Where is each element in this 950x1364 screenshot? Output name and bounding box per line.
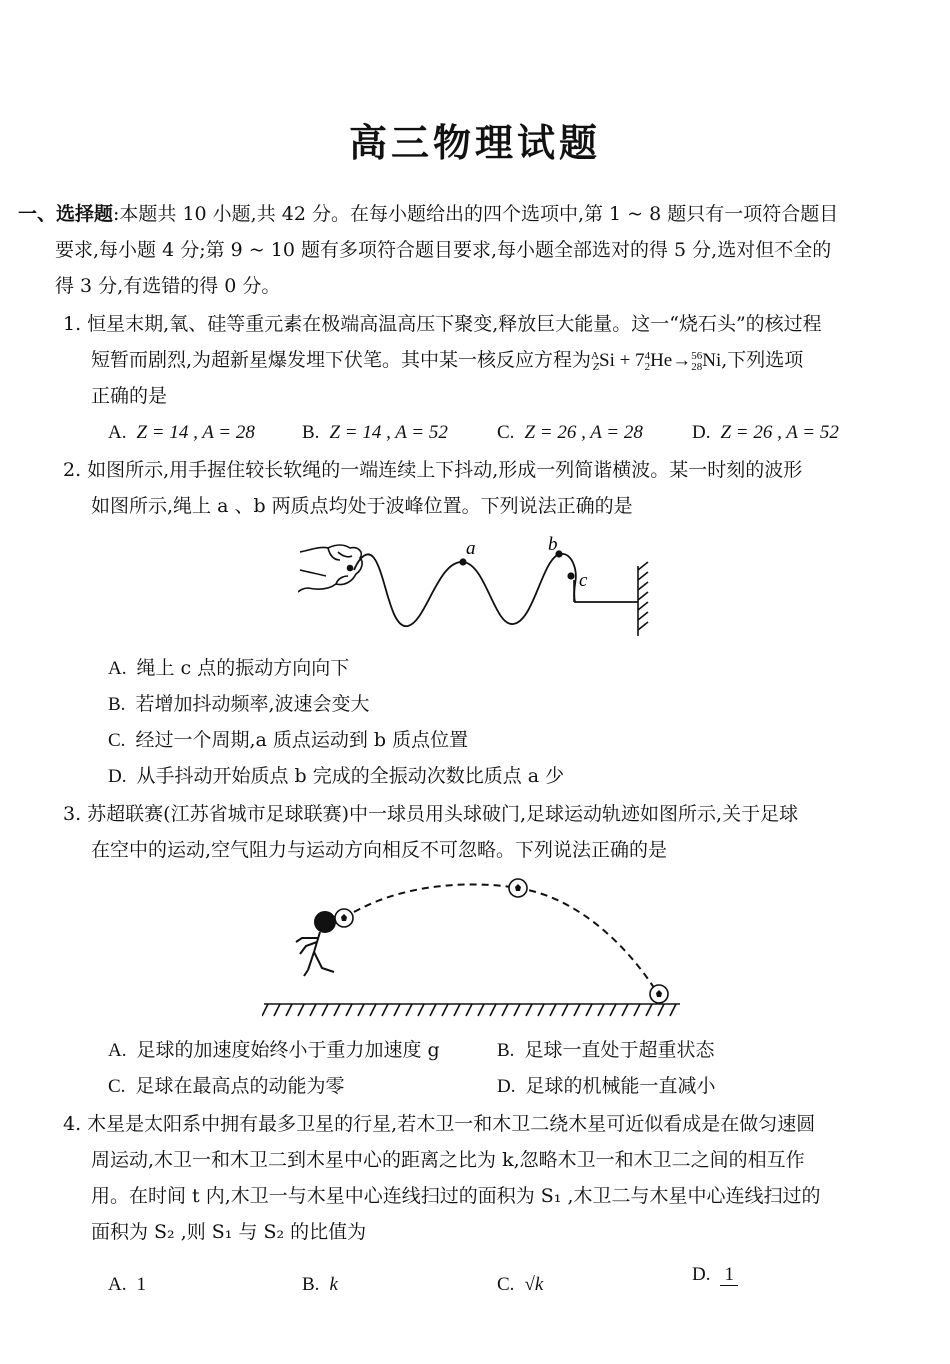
q2-line-1: 2. 如图所示,用手握住较长软绳的一端连续上下抖动,形成一列简谐横波。某一时刻的波形 [63, 459, 803, 481]
q2-option-b[interactable]: B. 若增加抖动频率,波速会变大 [108, 693, 370, 715]
page-title: 高三物理试题 [348, 121, 601, 165]
q3-option-a[interactable]: A. 足球的加速度始终小于重力加速度 g [108, 1039, 440, 1061]
q1-option-d[interactable]: D. Z = 26 , A = 52 [692, 422, 839, 443]
label-a: a [466, 538, 476, 559]
q4-option-a[interactable]: A. 1 [108, 1274, 146, 1295]
q2-option-d[interactable]: D. 从手抖动开始质点 b 完成的全振动次数比质点 a 少 [108, 765, 565, 787]
label-c: c [579, 570, 588, 591]
ground-hatching [262, 1004, 680, 1016]
q1-line-3: 正确的是 [91, 385, 168, 407]
q1-option-b[interactable]: B. Z = 14 , A = 52 [302, 422, 448, 443]
q2-option-c[interactable]: C. 经过一个周期,a 质点运动到 b 质点位置 [108, 729, 469, 751]
football-figure [262, 872, 682, 1026]
point-a [459, 558, 466, 565]
q4-line-4: 面积为 S₂ ,则 S₁ 与 S₂ 的比值为 [91, 1221, 367, 1243]
football-icon [509, 879, 527, 897]
section-heading: 一、选择题 [18, 203, 114, 225]
fraction: 1 [720, 1265, 738, 1286]
q3-option-d[interactable]: D. 足球的机械能一直减小 [497, 1075, 716, 1097]
q4-option-b[interactable]: B. k [302, 1274, 338, 1295]
q1-line-2: 短暂而剧烈,为超新星爆发埋下伏笔。其中某一核反应方程为 A Z Si + 7 4 2 He→ 56 28 Ni,下列选项 [91, 349, 804, 373]
q4-line-2: 周运动,木卫一和木卫二到木星中心的距离之比为 k,忽略木卫一和木卫二之间的相互作 [91, 1149, 805, 1171]
q3-line-1: 3. 苏超联赛(江苏省城市足球联赛)中一球员用头球破门,足球运动轨迹如图所示,关于足球 [63, 803, 799, 825]
section-intro-line-1: 一、选择题:本题共 10 小题,共 42 分。在每小题给出的四个选项中,第 1 ~ 8 题只有一项符合题目 [18, 203, 839, 225]
ball-trajectory [354, 884, 658, 994]
q2-line-2: 如图所示,绳上 a 、b 两质点均处于波峰位置。下列说法正确的是 [91, 495, 633, 517]
nuclear-equation: A Z Si + 7 4 2 He→ 56 28 Ni [591, 349, 722, 373]
section-intro-line-3: 得 3 分,有选错的得 0 分。 [55, 275, 281, 297]
rope-wave [354, 554, 638, 626]
hand-illustration [298, 545, 362, 592]
wave-figure [298, 530, 654, 642]
wall-icon [638, 562, 648, 636]
q2-option-a[interactable]: A. 绳上 c 点的振动方向向下 [108, 657, 350, 679]
q3-option-b[interactable]: B. 足球一直处于超重状态 [497, 1039, 715, 1061]
player-illustration [296, 912, 335, 976]
q3-option-c[interactable]: C. 足球在最高点的动能为零 [108, 1075, 345, 1097]
label-b: b [548, 534, 558, 555]
q1-option-c[interactable]: C. Z = 26 , A = 28 [497, 422, 643, 443]
football-icon [650, 985, 668, 1003]
section-intro-line-2: 要求,每小题 4 分;第 9 ~ 10 题有多项符合题目要求,每小题全部选对的得 5 分,选对但不全的 [55, 239, 832, 261]
q4-option-c[interactable]: C. √k [497, 1274, 544, 1295]
q1-line-1: 1. 恒星末期,氧、硅等重元素在极端高温高压下聚变,释放巨大能量。这一“烧石头”的核过程 [63, 313, 822, 335]
q4-option-d[interactable]: D. 1 [692, 1262, 738, 1287]
q4-line-1: 4. 木星是太阳系中拥有最多卫星的行星,若木卫一和木卫二绕木星可近似看成是在做匀速圆 [63, 1113, 816, 1135]
football-icon [335, 909, 353, 927]
q3-line-2: 在空中的运动,空气阻力与运动方向相反不可忽略。下列说法正确的是 [91, 839, 668, 861]
q1-option-a[interactable]: A. Z = 14 , A = 28 [108, 422, 255, 443]
q4-line-3: 用。在时间 t 内,木卫一与木星中心连线扫过的面积为 S₁ ,木卫二与木星中心连线扫过的 [91, 1185, 821, 1207]
point-c [567, 572, 574, 579]
